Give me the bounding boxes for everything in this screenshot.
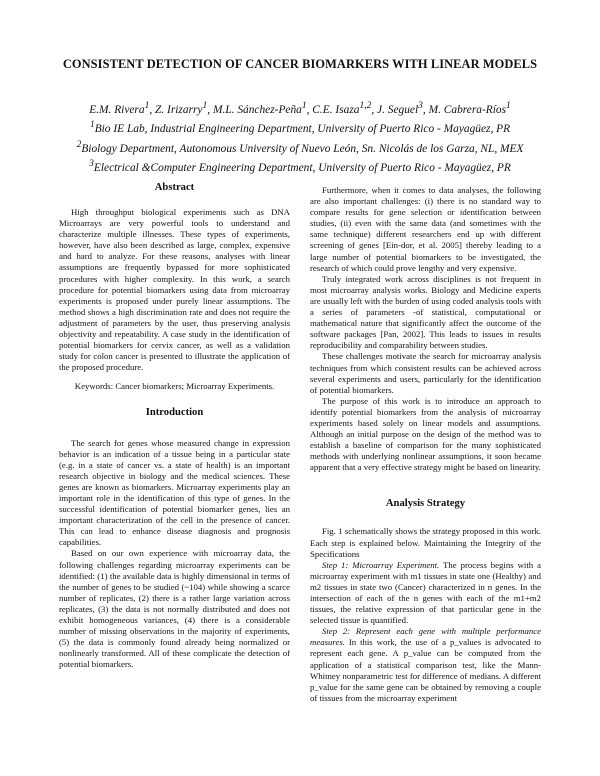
abstract-heading: Abstract [154,182,195,193]
author-name: M. Cabrera-Ríos [428,103,507,116]
author-sep: , [149,103,156,116]
affiliation-2 [20,138,580,157]
intro-paragraph-1: The search for genes whose measured change in expression behavior is an indication of a tissue being in a particular state (e.g. in a state of cancer vs. a state of health) is an important research objective in biology and the medical sciences. These genes are known as biomarkers. Microarray experiments play an important role in the identification of this type of genes. In the successful identification of potential biomarker genes, lies an important characterization of the cell in the presence of cancer. This can lead to enhance disease diagnosis and prognosis capabilities. [59,437,290,548]
author-sup: 1 [301,101,307,111]
author-sup: 3 [418,101,423,111]
affiliation-sup: 2 [76,139,82,150]
step-2-label: Step 2: Represent each gene with multiple performance measures. [310,626,541,648]
affiliation-3 [20,157,580,176]
affiliation-1 [20,118,580,137]
abstract-text: High throughput biological experiments such as DNA Microarrays are very powerful tools to understand and characterize multiple illnesses. These types of experiments, however, have also been described as large, complex, expensive and hard to analyze. For these reasons, analyses with linear assumptions are frequently bypassed for more sophisticated procedures with higher complexity. In this work, a search procedure for potential biomarkers using data from microarray experiments is proposed under purely linear assumptions. The method shows a high discrimination rate and does not require the adjustment of parameters by the user, thus preserving analysis objectivity and repeatability. A case study in the identification of potential biomarkers for cervix cancer, as well as a validation study for colon cancer is presented to illustrate the application of the proposed procedure. [59,207,290,373]
analysis-step-1 [310,560,541,627]
introduction-heading: Introduction [145,406,204,418]
step-1-text: The process begins with a microarray experiment with m1 tissues in state one (Healthy) and m2 tissues in state two (Cancer) characterized in n genes. In the intersection of each of the n genes with each of the m1+m2 tissues, the relative expression of that particular gene in the selected tissue is quantified. [310,559,541,626]
affiliation-sup: 3 [89,158,94,169]
right-paragraph-2: Truly integrated work across disciplines is not frequent in most microarray analysis works. Biology and Medicine experts are usually left with the burden of using coded analysis tools with a series of parameters -of statistical, computational or mathematical nature that significantly affect the outcome of the software packages [Pan, 2002]. This leads to issues in results reproducibility and comparability between studies. [310,273,541,351]
author-name: M.L. Sánchez-Peña [212,103,302,116]
author-sup: 1 [506,101,511,111]
intro-paragraph-2: Based on our own experience with microarray data, the following challenges regarding microarray experiments can be identified: (1) the available data is highly dimensional in terms of the number of genes to be studied (~104) while showing a scarce number of replicates, (2) there is a rather large variation across replicates, (3) the data is not normally distributed and does not exhibit homogeneous variances, (4) there is a considerable number of missing observations in the majority of experiments, (5) the data is commonly found already being normalized or nonlinearly transformed. All of these complicate the detection of potential biomarkers. [59,548,290,670]
author-sep: , [422,103,429,116]
author-sep: , [207,103,213,116]
analysis-strategy-heading: Analysis Strategy [385,498,466,510]
step-1-label: Step 1: Microarray Experiment. [322,559,440,570]
analysis-step-2 [310,626,541,704]
affiliation-text: Electrical &Computer Engineering Department, University of Puerto Rico - Mayagüez, PR [93,161,511,174]
author-block [20,99,580,176]
step-2-text: In this work, the use of a p_values is advocated to represent each gene. A p_value can be computed from the application of a statistical comparison test, like the Mann-Whitney nonparametric test for difference of medians. A different p_value for the same gene can be obtained by removing a couple of tissues from the microarray experiment [310,637,541,703]
paper-title: CONSISTENT DETECTION OF CANCER BIOMARKERS WITH LINEAR MODELS [62,57,538,71]
author-sup: 1 [144,101,150,111]
author-sep: , [371,103,378,116]
left-column [59,178,290,670]
analysis-paragraph-1: Fig. 1 schematically shows the strategy proposed in this work. Each step is explained below. Maintaining the Integrity of the Specifications [310,526,541,559]
right-paragraph-3: These challenges motivate the search for microarray analysis techniques from which consistent results can be achieved across several experiments and users, particularly for the identification of potential biomarkers. [310,351,541,395]
keywords: Keywords: Cancer biomarkers; Microarray Experiments. [74,381,275,392]
author-sup: 1 [202,101,208,111]
author-sup: 1,2 [359,101,372,111]
author-line [20,99,580,118]
author-name: C.E. Isaza [312,103,360,116]
right-column [310,185,541,704]
author-name: J. Seguel [377,103,419,116]
affiliation-text: Biology Department, Autonomous University of Nuevo León, Sn. Nicolás de los Garza, NL, MEX [81,142,524,155]
affiliation-sup: 1 [89,120,95,131]
author-sep: , [306,103,313,116]
right-paragraph-4: The purpose of this work is to introduce an approach to identify potential biomarkers from the analysis of microarray experiments based solely on linear models and assumptions. Although an initial purpose on the design of the method was to establish a baseline of comparison for the many sophisticated methods with underlying nonlinear assumptions, it soon became apparent that a very effective strategy might be based on linearity. [310,395,541,473]
author-name: E.M. Rivera [89,103,145,116]
right-paragraph-1: Furthermore, when it comes to data analyses, the following are also important challenges: (i) there is no standard way to compare results for gene selection or identification between studies, (ii) even with the same data (and sometimes with the same technique) different researchers end up with different screening of genes [Ein-dor, et al. 2005] thereby leading to a large number of potential biomarkers to be investigated, the research of which could prove lengthy and very expensive. [310,185,541,273]
author-name: Z. Irizarry [155,103,203,116]
affiliation-text: Bio IE Lab, Industrial Engineering Department, University of Puerto Rico - Mayagüez, PR [94,123,511,136]
